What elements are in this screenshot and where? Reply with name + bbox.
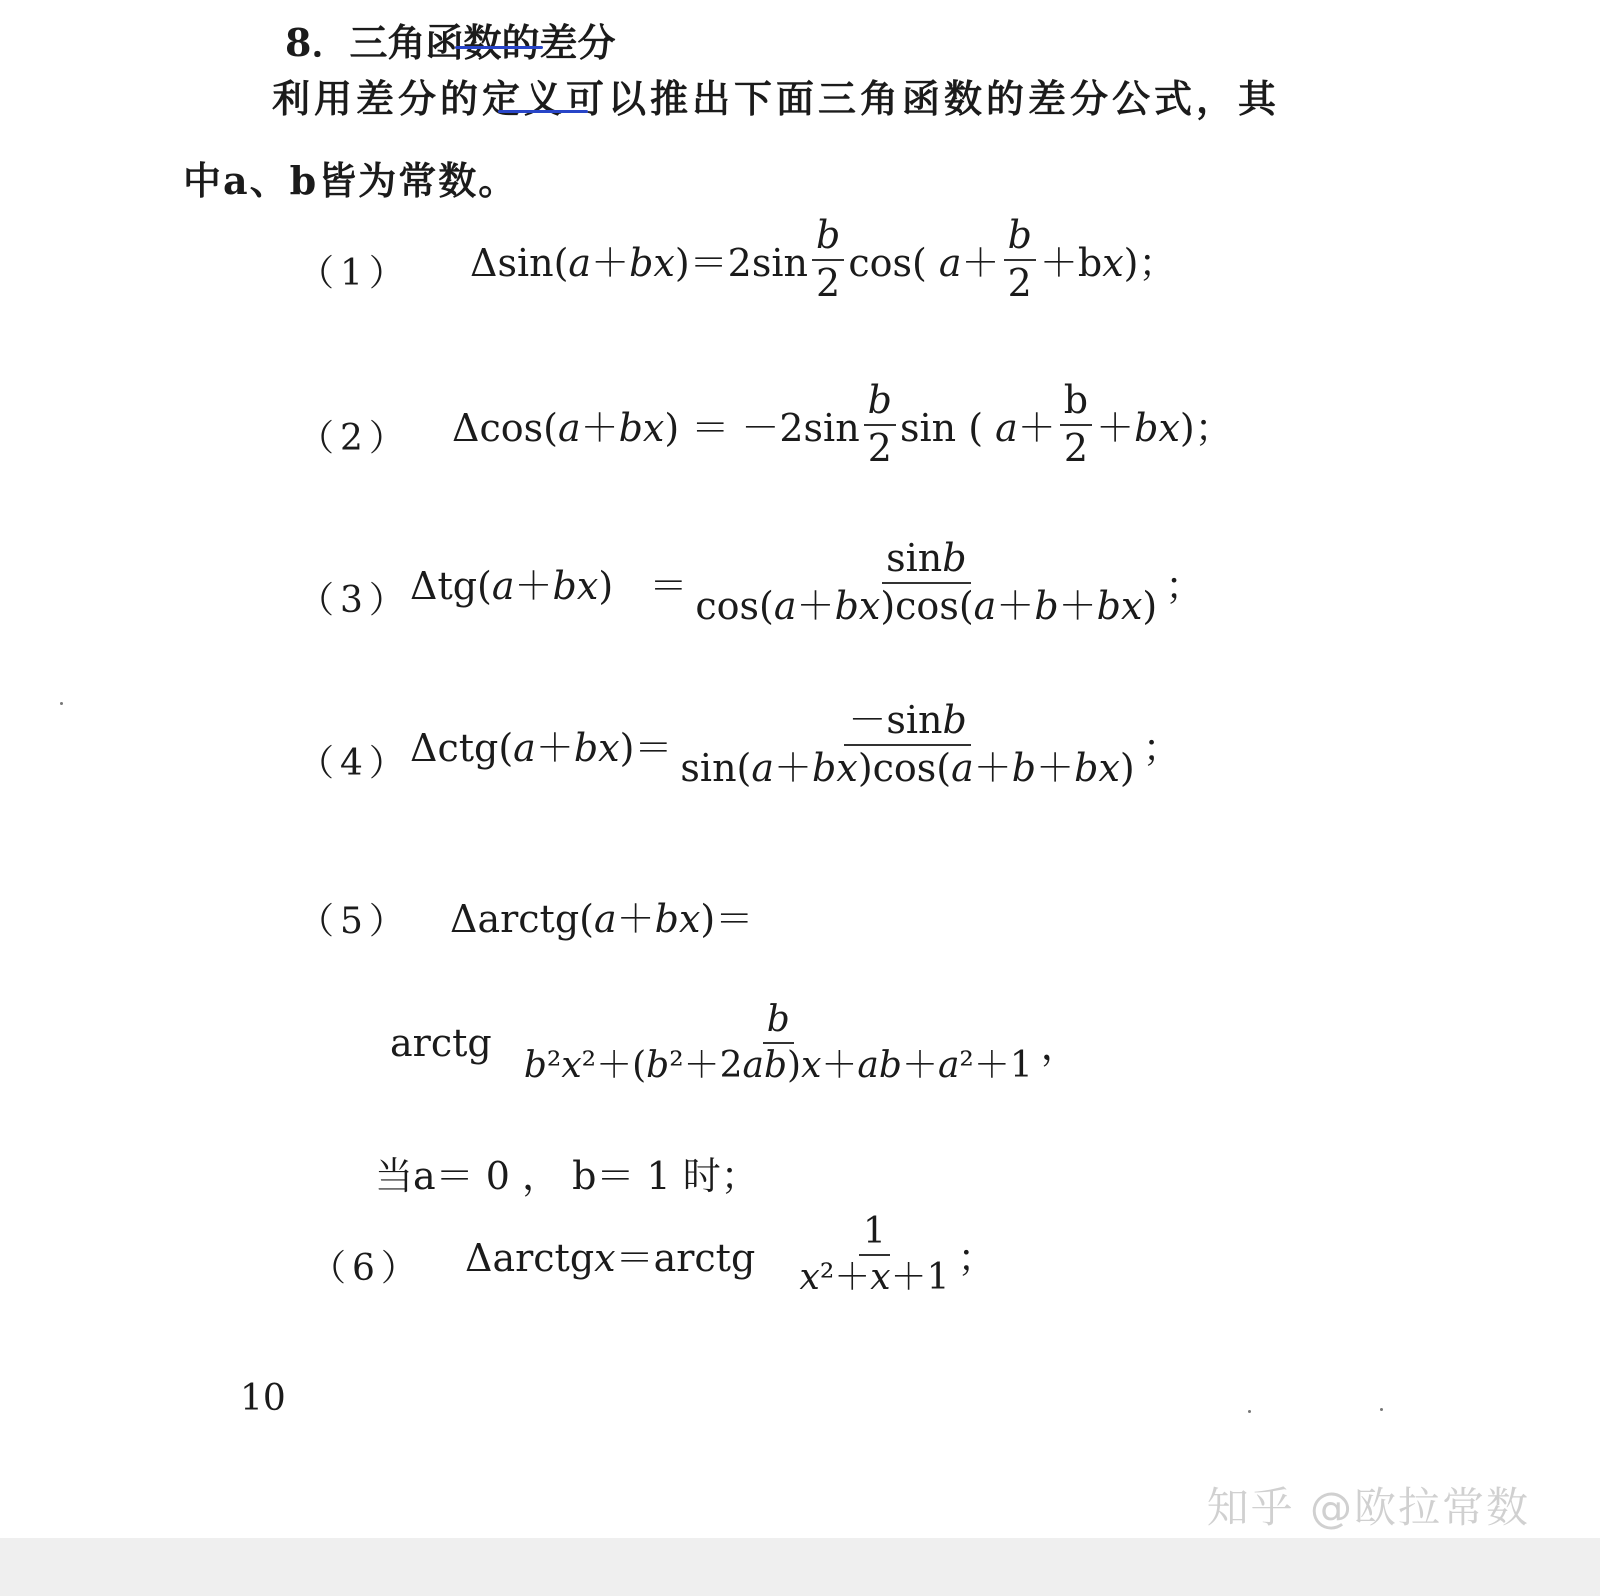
pen-underline xyxy=(455,46,543,49)
formula-6: Δarctgx＝arctg $\frac{1}{\text{x²＋x＋1}}$ ； xyxy=(465,1211,996,1298)
scan-speck xyxy=(60,702,63,705)
formula-5-lhs: Δarctg(a＋bx)＝ xyxy=(450,897,754,941)
page-number: 10 xyxy=(240,1378,286,1419)
bottom-bar xyxy=(0,1538,1600,1596)
pen-underline xyxy=(498,110,588,113)
formula-1-label: （1） xyxy=(298,253,411,294)
scan-speck xyxy=(1248,1410,1251,1413)
formula-5-rhs: arctg $\frac{b}{\text{b²x²＋(b²＋2ab)x＋ab＋a²＋1}}$ ， xyxy=(390,999,1079,1086)
formula-6-label: （6） xyxy=(310,1248,423,1289)
condition-text: 当a＝ 0 ， b＝ 1 时； xyxy=(375,1154,759,1198)
formula-3: Δtg(a＋bx) ＝ $\frac{\sin b}{\cos(a+bx)\cos(a+b+bx)}$ ； xyxy=(410,536,1204,628)
section-heading: 8．三角函数的差分 xyxy=(285,20,616,65)
formula-2: Δcos(a＋bx) ＝ －2sin $\frac{b}{2}$ sin ( a＋ $\frac{b}{2}$ ＋bx)； xyxy=(452,378,1233,470)
formula-4: Δctg(a＋bx)＝ $\frac{-\sin b}{\sin(a+bx)\cos(a+b+bx)}$ ； xyxy=(410,698,1181,790)
formula-4-label: （4） xyxy=(298,743,411,784)
formula-5-label: （5） xyxy=(298,901,411,942)
intro-line-1: 利用差分的定义可以推出下面三角函数的差分公式，其 xyxy=(272,76,1281,121)
formula-3-label: （3） xyxy=(298,580,411,621)
watermark: 知乎 @欧拉常数 xyxy=(1206,1483,1530,1532)
scan-speck xyxy=(1380,1408,1383,1411)
formula-1: Δsin(a＋bx)＝2sin $\frac{b}{2}$ cos( a＋ $\frac{b}{2}$ ＋bx)； xyxy=(470,213,1177,305)
intro-line-2: 中a、b皆为常数。 xyxy=(183,158,519,203)
formula-2-label: （2） xyxy=(298,418,411,459)
